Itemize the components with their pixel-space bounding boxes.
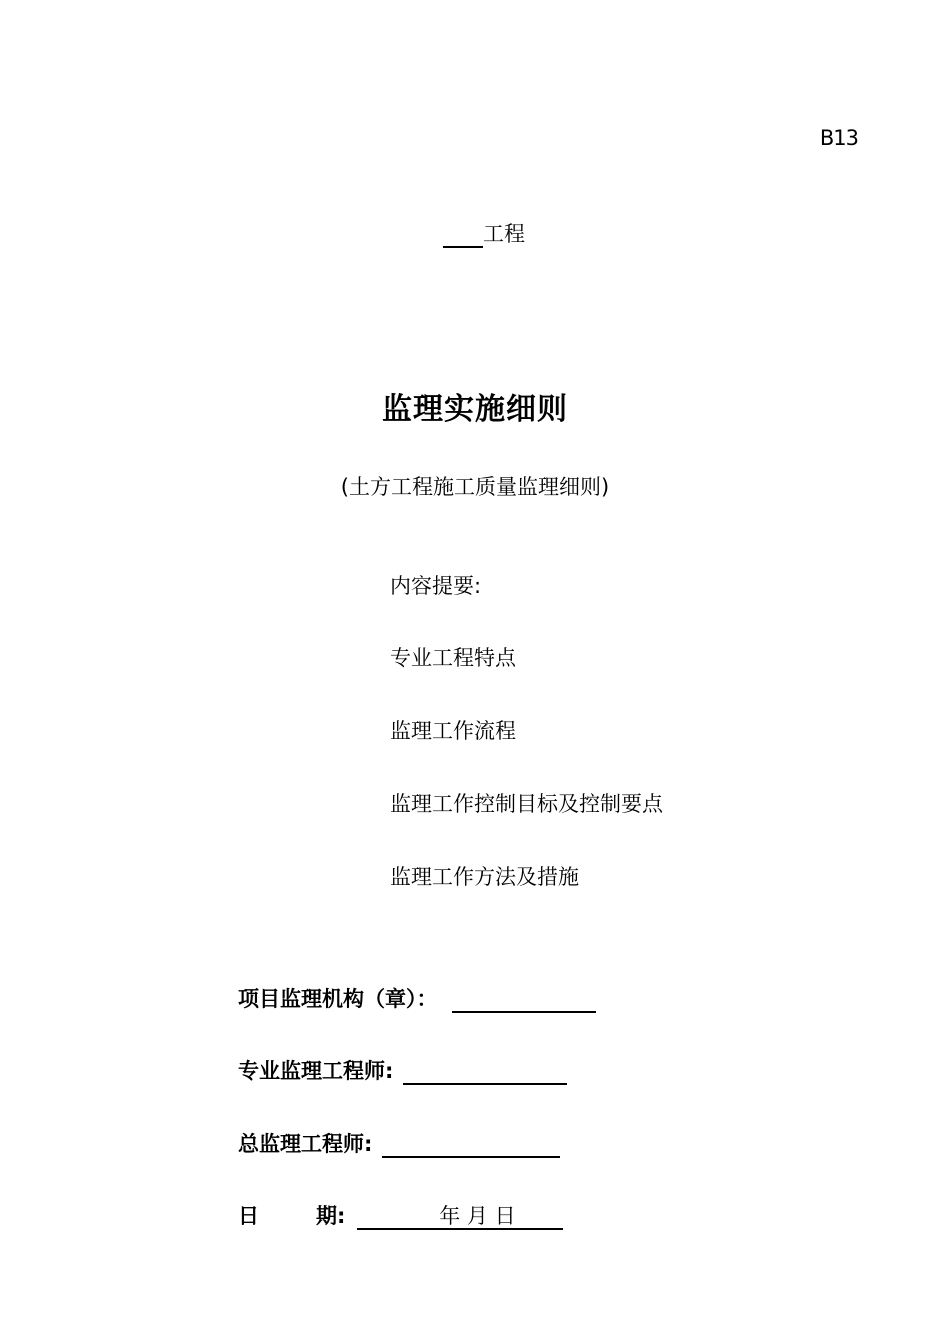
contents-summary	[390, 570, 663, 892]
date-field[interactable]: 年 月 日	[357, 1202, 563, 1230]
contents-item: 专业工程特点	[390, 646, 516, 670]
org-label: 项目监理机构（章）：	[238, 987, 438, 1011]
chief-label: 总监理工程师:	[238, 1132, 373, 1156]
org-signature-field[interactable]	[452, 985, 596, 1013]
contents-item: 监理工作控制目标及控制要点	[390, 792, 663, 816]
project-name-line	[443, 218, 525, 248]
date-label-first: 日	[238, 1204, 259, 1228]
contents-item: 监理工作流程	[390, 719, 516, 743]
contents-heading: 内容提要:	[390, 574, 482, 598]
project-suffix: 工程	[483, 222, 525, 246]
org-signature-row	[238, 983, 596, 1013]
document-title: 监理实施细则	[382, 392, 568, 427]
chief-signature-field[interactable]	[382, 1130, 560, 1158]
document-subtitle: (土方工程施工质量监理细则)	[340, 475, 610, 499]
engineer-signature-field[interactable]	[403, 1057, 567, 1085]
engineer-label: 专业监理工程师:	[238, 1059, 394, 1083]
engineer-signature-row	[238, 1055, 567, 1085]
date-row	[238, 1200, 563, 1230]
chief-signature-row	[238, 1128, 560, 1158]
date-label-second: 期:	[316, 1204, 346, 1228]
contents-item: 监理工作方法及措施	[390, 865, 579, 889]
document-code: B13	[819, 126, 858, 150]
project-name-blank[interactable]	[443, 222, 483, 248]
